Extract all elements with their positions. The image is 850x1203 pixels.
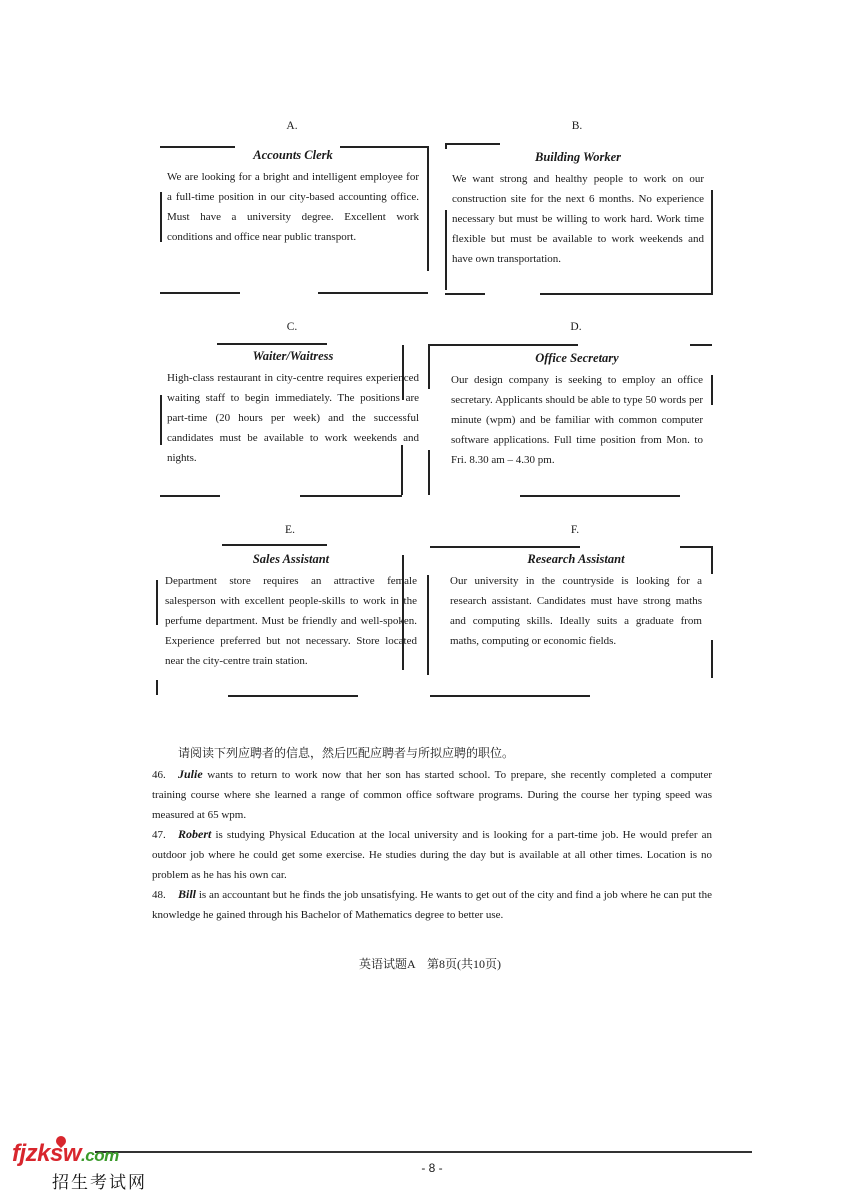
ad-research-assistant <box>450 552 702 651</box>
question-48 <box>152 884 712 925</box>
ad-building-worker <box>452 150 704 269</box>
ad-body: We are looking for a bright and intelligent employee for a full-time position in our city-based accounting office. Must have a university degree. Excellent work conditions and office near public transport. <box>167 171 419 243</box>
ad-body: We want strong and healthy people to work on our construction site for the next 6 months. No experience necessary but must be willing to work hard. Work time flexible but must be available to work weekends and have own transportation. <box>452 173 704 265</box>
ad-b-letter: B. <box>571 120 583 132</box>
ad-title: Accounts Clerk <box>253 148 333 162</box>
ad-a-letter: A. <box>286 120 298 132</box>
ad-d-letter: D. <box>570 321 582 333</box>
exam-footer: 英语试题A 第8页(共10页) <box>359 957 501 971</box>
ad-accounts-clerk <box>167 148 419 247</box>
applicant-name: Robert <box>178 827 212 841</box>
logo-chinese: 招生考试网 <box>52 1173 147 1192</box>
applicant-name: Julie <box>178 767 203 781</box>
ad-body: Department store requires an attractive female salesperson with excellent people-skills to work in the perfume department. Must be friendly and well-spoken. Experience preferred but not necessary. Store located near the city-centre train station. <box>165 575 417 667</box>
ad-waiter-waitress <box>167 349 419 468</box>
question-46 <box>152 764 712 825</box>
question-number: 47. <box>152 829 166 841</box>
question-47 <box>152 824 712 885</box>
ad-title: Waiter/Waitress <box>252 349 334 363</box>
question-text: is an accountant but he finds the job unsatisfying. He wants to get out of the city and find a job where he can put the knowledge he gained through his Bachelor of Mathematics degree to better use. <box>152 889 712 921</box>
ad-title: Office Secretary <box>535 351 619 365</box>
question-number: 46. <box>152 769 166 781</box>
ad-sales-assistant <box>165 552 417 671</box>
question-number: 48. <box>152 889 166 901</box>
ad-c-letter: C. <box>286 321 298 333</box>
logo-text: fjzksw <box>12 1140 82 1167</box>
ad-body: High-class restaurant in city-centre requires experienced waiting staff to begin immediately. The positions are part-time (20 hours per week) and the successful candidates must be available to work weekends and nights. <box>167 372 419 464</box>
ad-f-letter: F. <box>570 524 580 536</box>
ad-e-letter: E. <box>285 524 295 536</box>
ad-title: Building Worker <box>534 150 622 164</box>
ad-title: Sales Assistant <box>252 552 330 566</box>
ad-body: Our university in the countryside is looking for a research assistant. Candidates must have strong maths and computing skills. Ideally suits a graduate from maths, computing or economic fields. <box>450 575 702 647</box>
ad-body: Our design company is seeking to employ an office secretary. Applicants should be able to type 50 words per minute (wpm) and be familiar with common computer software applications. Full time position from Mon. to Fri. 8.30 am – 4.30 pm. <box>451 374 703 466</box>
site-logo <box>10 1136 180 1196</box>
question-text: wants to return to work now that her son has started school. To prepare, she recently completed a computer training course where she learned a range of common office software programs. During the course her typing speed was measured at 65 wpm. <box>152 769 712 821</box>
question-text: is studying Physical Education at the local university and is looking for a part-time job. He would prefer an outdoor job where he could get some exercise. He studies during the day but is available at all other times. Location is no problem as he has his own car. <box>152 829 712 881</box>
logo-suffix: .com <box>81 1146 119 1165</box>
page-number: - 8 - <box>421 1161 443 1175</box>
ad-title: Research Assistant <box>527 552 625 566</box>
applicant-name: Bill <box>178 887 197 901</box>
footer-divider <box>95 1151 752 1153</box>
ad-office-secretary <box>451 351 703 470</box>
instruction: 请阅读下列应聘者的信息，然后匹配应聘者与所拟应聘的职位。 <box>178 746 515 760</box>
